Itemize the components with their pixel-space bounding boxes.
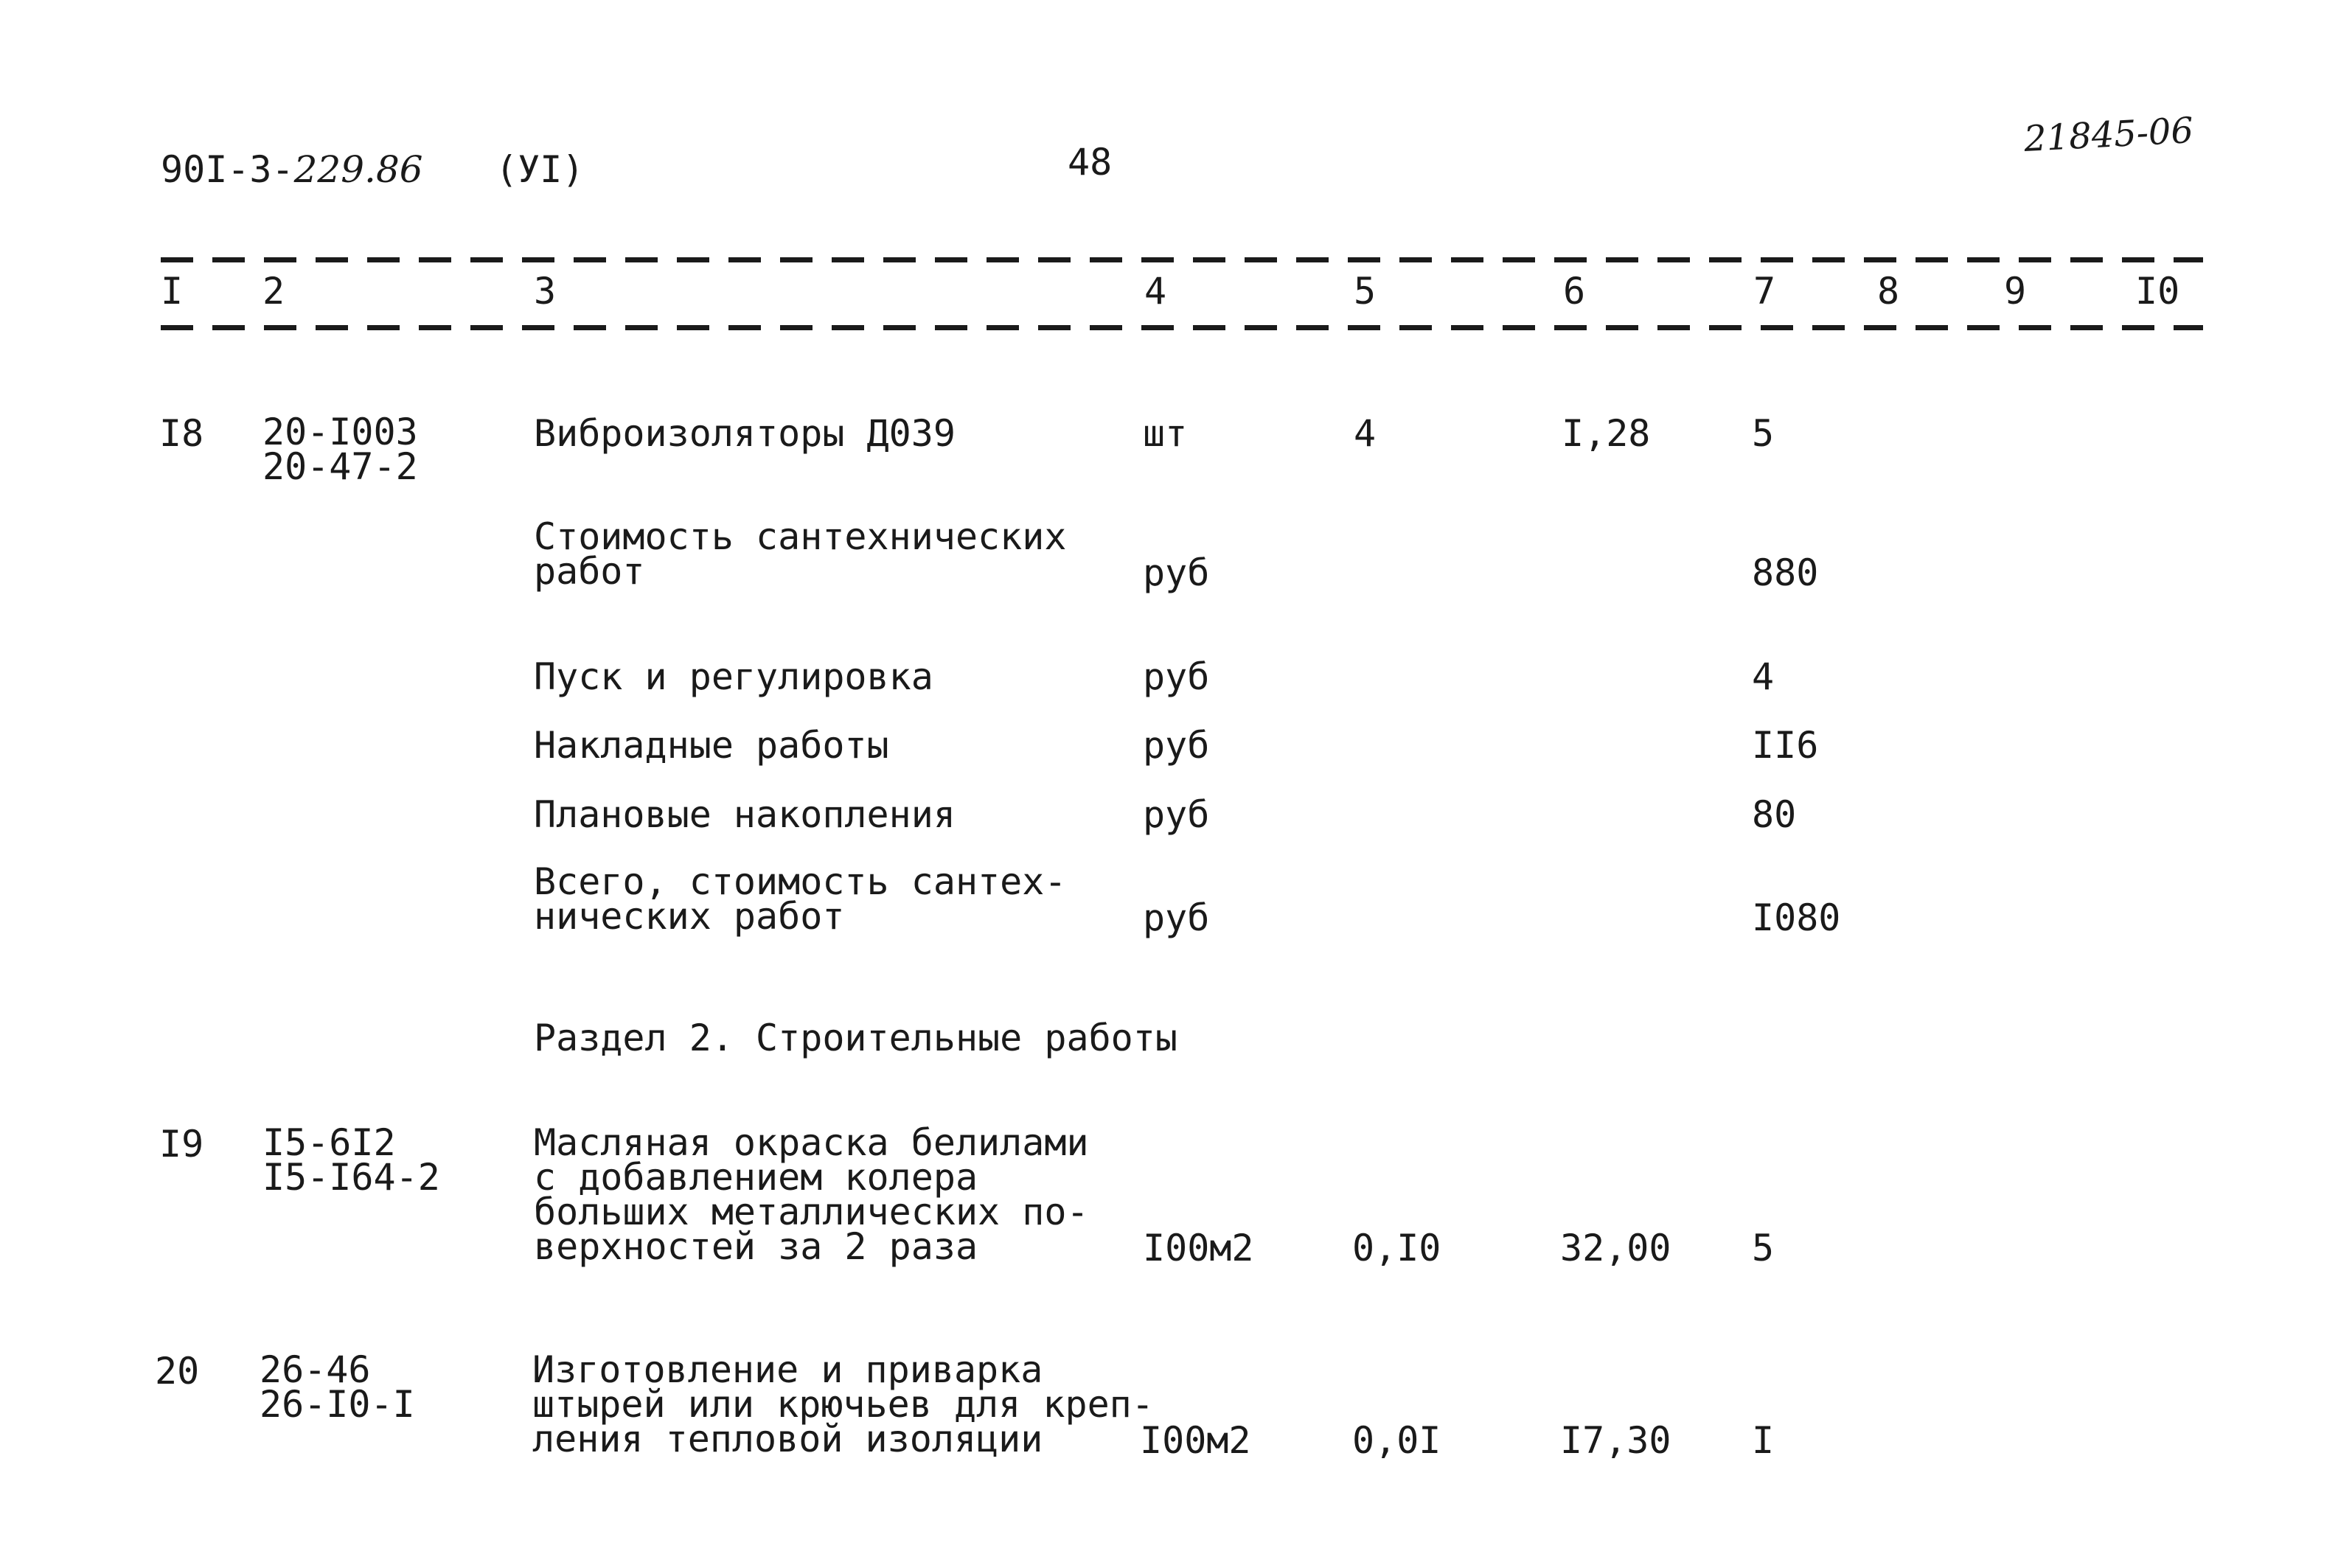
row-name: Всего, стоимость сантех- нических работ — [534, 860, 1067, 938]
document-code — [161, 148, 423, 191]
row-name: Накладные работы — [534, 724, 889, 767]
row-unit: руб — [1143, 655, 1210, 698]
column-header-5: 5 — [1354, 270, 1377, 313]
row-number: I8 — [159, 412, 204, 455]
document-code-prefix: 90I-3- — [161, 148, 294, 191]
column-header-1: I — [161, 270, 184, 313]
row-total: II6 — [1752, 724, 1819, 767]
column-header-7: 7 — [1753, 270, 1776, 313]
row-name: Изготовление и приварка штырей или крючьев для креп- ления тепловой изоляции — [532, 1348, 1154, 1460]
header-bottom-rule — [161, 325, 2203, 330]
row-unit: шт — [1143, 412, 1188, 455]
column-header-3: 3 — [534, 270, 557, 313]
page-number: 48 — [1068, 141, 1113, 184]
row-codes: I5-6I2 I5-I64-2 — [262, 1121, 440, 1199]
row-unit: руб — [1143, 551, 1210, 594]
row-price: I7,30 — [1560, 1419, 1671, 1462]
row-unit: I00м2 — [1143, 1227, 1254, 1269]
row-number: I9 — [159, 1123, 204, 1165]
column-header-4: 4 — [1144, 270, 1167, 313]
handwritten-archive-code: 21845-06 — [2022, 110, 2195, 160]
row-quantity: 0,I0 — [1352, 1227, 1441, 1269]
row-total: I — [1752, 1419, 1775, 1462]
column-header-6: 6 — [1563, 270, 1586, 313]
row-unit: I00м2 — [1140, 1419, 1251, 1462]
row-total: 5 — [1752, 412, 1775, 455]
row-price: 32,00 — [1560, 1227, 1671, 1269]
row-unit: руб — [1143, 896, 1210, 939]
column-header-2: 2 — [262, 270, 285, 313]
header-top-rule — [161, 257, 2203, 262]
row-unit: руб — [1143, 724, 1210, 767]
column-header-9: 9 — [2004, 270, 2027, 313]
row-total: 5 — [1752, 1227, 1775, 1269]
row-price: I,28 — [1562, 412, 1651, 455]
row-name: Плановые накопления — [534, 793, 956, 836]
row-number: 20 — [155, 1350, 200, 1393]
section-heading: Раздел 2. Строительные работы — [534, 1017, 1177, 1059]
row-total: I080 — [1752, 896, 1841, 939]
row-codes: 26-46 26-I0-I — [260, 1348, 415, 1426]
document-code-handwritten: 229.86 — [293, 148, 423, 191]
row-name: Масляная окраска белилами с добавлением колера больших металлических по- верхностей за 2 раза — [534, 1121, 1089, 1268]
document-part: (УI) — [495, 148, 585, 191]
row-name: Пуск и регулировка — [534, 655, 933, 698]
row-total: 4 — [1752, 655, 1775, 698]
row-quantity: 0,0I — [1352, 1419, 1441, 1462]
row-name: Виброизоляторы Д039 — [534, 412, 956, 455]
row-total: 880 — [1752, 551, 1819, 594]
row-total: 80 — [1752, 793, 1797, 836]
row-codes: 20-I003 20-47-2 — [262, 411, 418, 488]
row-name: Стоимость сантехнических работ — [534, 515, 1067, 593]
column-header-8: 8 — [1877, 270, 1900, 313]
row-quantity: 4 — [1354, 412, 1377, 455]
row-unit: руб — [1143, 793, 1210, 836]
column-header-10: I0 — [2135, 270, 2180, 313]
